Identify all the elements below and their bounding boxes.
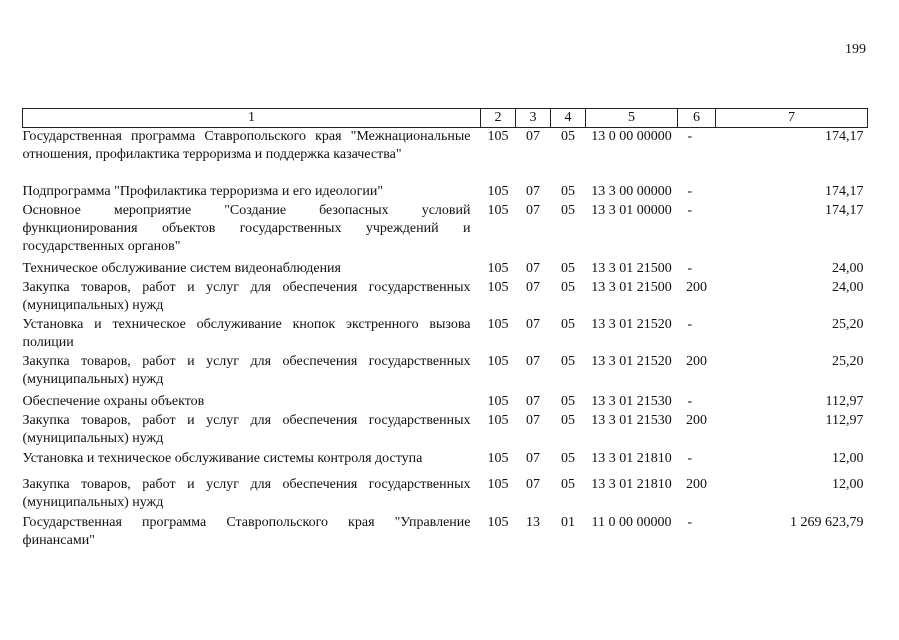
row-pr: 05 — [561, 129, 575, 144]
row-ved: 105 — [487, 412, 509, 428]
row-rz: 07 — [526, 129, 540, 144]
column-header-3: 3 — [516, 109, 551, 128]
row-vr: - — [687, 393, 693, 409]
row-rz: 07 — [526, 476, 540, 492]
row-csr: 13 3 01 00000 — [591, 202, 672, 218]
row-rz: 07 — [526, 393, 540, 409]
row-ved: 105 — [487, 316, 509, 332]
row-pr: 05 — [561, 183, 575, 199]
row-vr: - — [687, 316, 693, 332]
row-pr: 05 — [561, 450, 575, 466]
row-pr: 01 — [561, 514, 575, 530]
row-name: Обеспечение охраны объектов — [22, 393, 205, 409]
row-pr: 05 — [561, 202, 575, 218]
column-header-1: 1 — [23, 109, 481, 128]
row-sum: 112,97 — [825, 393, 864, 409]
row-rz: 07 — [526, 450, 540, 466]
row-csr: 13 0 00 00000 — [591, 129, 672, 144]
row-rz: 07 — [526, 279, 540, 295]
row-name: Закупка товаров, работ и услуг для обеспечения государственных (муниципальных) нужд — [22, 279, 471, 313]
row-ved: 105 — [487, 476, 509, 492]
row-ved: 105 — [487, 202, 509, 218]
table-row — [23, 476, 868, 514]
row-name: Техническое обслуживание систем видеонаблюдения — [22, 260, 341, 276]
row-ved: 105 — [487, 393, 509, 409]
row-sum: 174,17 — [825, 202, 864, 218]
column-header-7: 7 — [716, 109, 868, 128]
row-name: Основное мероприятие "Создание безопасных условий функционирования объектов государственных учреждений и государственных органов" — [22, 202, 471, 254]
row-name: Закупка товаров, работ и услуг для обеспечения государственных (муниципальных) нужд — [22, 476, 471, 510]
row-csr: 13 3 01 21500 — [591, 260, 672, 276]
row-sum: 24,00 — [832, 279, 864, 295]
row-vr: 200 — [686, 279, 707, 295]
row-pr: 05 — [561, 316, 575, 332]
row-vr: 200 — [686, 476, 707, 492]
table-row — [23, 279, 868, 316]
row-rz: 07 — [526, 412, 540, 428]
row-name: Закупка товаров, работ и услуг для обеспечения государственных (муниципальных) нужд — [22, 353, 471, 387]
row-name: Подпрограмма "Профилактика терроризма и его идеологии" — [22, 183, 384, 199]
row-sum: 174,17 — [825, 183, 864, 199]
table-row — [23, 393, 868, 412]
row-name: Государственная программа Ставропольского края "Межнациональные отношения, профилактика терроризма и поддержка казачества" — [22, 129, 471, 162]
row-name: Установка и техническое обслуживание кнопок экстренного вызова полиции — [22, 316, 471, 350]
row-vr: - — [687, 450, 693, 466]
table-row — [23, 353, 868, 393]
row-pr: 05 — [561, 353, 575, 369]
row-sum: 25,20 — [832, 353, 864, 369]
row-csr: 13 3 01 21530 — [591, 412, 672, 428]
table-row — [23, 450, 868, 476]
row-csr: 13 3 01 21810 — [591, 450, 672, 466]
row-sum: 25,20 — [832, 316, 864, 332]
row-ved: 105 — [487, 183, 509, 199]
row-vr: - — [687, 129, 693, 144]
row-pr: 05 — [561, 393, 575, 409]
row-ved: 105 — [487, 279, 509, 295]
row-rz: 07 — [526, 183, 540, 199]
row-ved: 105 — [487, 514, 509, 530]
table-row — [23, 202, 868, 260]
row-name: Установка и техническое обслуживание системы контроля доступа — [22, 450, 423, 466]
row-sum: 24,00 — [832, 260, 864, 276]
table-row — [23, 260, 868, 279]
row-name: Государственная программа Ставропольского края "Управление финансами" — [22, 514, 471, 548]
column-header-4: 4 — [551, 109, 586, 128]
table-row — [23, 514, 868, 552]
row-pr: 05 — [561, 279, 575, 295]
row-csr: 13 3 01 21520 — [591, 316, 672, 332]
row-vr: - — [687, 260, 693, 276]
row-csr: 13 3 01 21500 — [591, 279, 672, 295]
row-ved: 105 — [487, 450, 509, 466]
row-vr: - — [687, 183, 693, 199]
row-ved: 105 — [487, 260, 509, 276]
row-csr: 13 3 01 21530 — [591, 393, 672, 409]
row-vr: 200 — [686, 412, 707, 428]
row-csr: 13 3 00 00000 — [591, 183, 672, 199]
table-row — [23, 183, 868, 202]
row-ved: 105 — [487, 353, 509, 369]
row-vr: - — [687, 202, 693, 218]
row-ved: 105 — [487, 129, 509, 144]
row-pr: 05 — [561, 260, 575, 276]
row-name: Закупка товаров, работ и услуг для обеспечения государственных (муниципальных) нужд — [22, 412, 471, 446]
row-vr: 200 — [686, 353, 707, 369]
row-rz: 07 — [526, 202, 540, 218]
row-sum: 12,00 — [832, 476, 864, 492]
row-vr: - — [687, 514, 693, 530]
row-rz: 13 — [526, 514, 540, 530]
row-csr: 11 0 00 00000 — [591, 514, 672, 530]
table-row — [23, 412, 868, 450]
row-pr: 05 — [561, 412, 575, 428]
table-row — [23, 128, 868, 183]
row-csr: 13 3 01 21810 — [591, 476, 672, 492]
page-number: 199 — [845, 42, 866, 57]
row-rz: 07 — [526, 260, 540, 276]
row-sum: 112,97 — [825, 412, 864, 428]
row-sum: 1 269 623,79 — [790, 514, 864, 530]
budget-table — [22, 108, 868, 552]
column-header-5: 5 — [586, 109, 678, 128]
row-pr: 05 — [561, 476, 575, 492]
column-header-2: 2 — [481, 109, 516, 128]
table-header-row — [23, 109, 868, 128]
row-rz: 07 — [526, 353, 540, 369]
row-rz: 07 — [526, 316, 540, 332]
row-csr: 13 3 01 21520 — [591, 353, 672, 369]
column-header-6: 6 — [678, 109, 716, 128]
row-sum: 12,00 — [832, 450, 864, 466]
row-sum: 174,17 — [825, 129, 864, 144]
table-row — [23, 316, 868, 353]
